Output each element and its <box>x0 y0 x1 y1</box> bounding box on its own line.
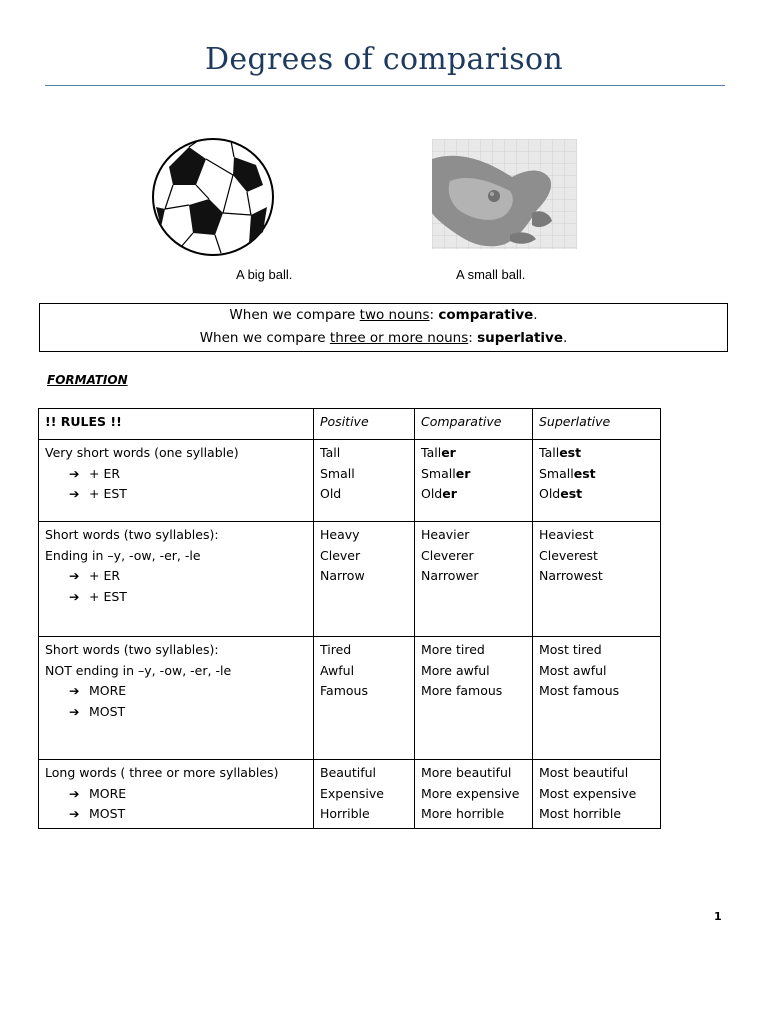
rule-cell <box>39 760 314 829</box>
comparative-cell <box>415 440 533 522</box>
word-stem: Small <box>539 465 574 481</box>
rule-period: . <box>533 307 538 323</box>
positive-word: Old <box>320 486 342 501</box>
rule-arrow-line <box>45 804 307 825</box>
rule-cell <box>39 440 314 522</box>
superlative-word <box>539 443 654 464</box>
rule-description: Long words ( three or more syllables) <box>45 765 279 780</box>
word-stem: Small <box>421 465 456 481</box>
rule-description: Ending in –y, -ow, -er, -le <box>45 547 201 563</box>
header-positive: Positive <box>314 409 415 440</box>
positive-word: Expensive <box>320 785 384 801</box>
word-stem: Old <box>421 486 443 501</box>
table-row <box>39 522 661 637</box>
superlative-word <box>539 484 654 505</box>
comparative-word: Cleverer <box>421 547 474 563</box>
word-suffix: est <box>560 486 583 501</box>
rule-arrow-line <box>45 566 307 587</box>
rule-suffix: MORE <box>89 683 127 698</box>
superlative-word: Most tired <box>539 642 602 657</box>
comparative-word: Narrower <box>421 568 479 583</box>
arrow-icon: ➔ <box>69 568 80 583</box>
comparative-word: More awful <box>421 662 490 678</box>
rule-line-comparative <box>40 307 727 323</box>
rule-line-superlative <box>40 330 727 346</box>
page-number: 1 <box>714 910 722 923</box>
comparative-cell <box>415 522 533 637</box>
rule-suffix: + EST <box>89 588 127 604</box>
rule-arrow-line <box>45 702 307 723</box>
arrow-icon: ➔ <box>69 806 80 821</box>
arrow-icon: ➔ <box>69 588 80 604</box>
rule-bold-term: comparative <box>438 307 534 323</box>
rule-suffix: + EST <box>89 486 127 501</box>
superlative-word: Most awful <box>539 662 607 678</box>
comparative-word <box>421 443 526 464</box>
superlative-word: Most beautiful <box>539 765 629 780</box>
superlative-word: Most horrible <box>539 806 622 821</box>
positive-cell <box>314 522 415 637</box>
rule-arrow-line <box>45 464 307 485</box>
title-underline <box>45 85 725 86</box>
rule-text: When we compare <box>229 307 360 323</box>
positive-word: Tired <box>320 642 352 657</box>
rule-summary-box <box>39 303 728 352</box>
positive-word: Small <box>320 465 355 481</box>
superlative-cell <box>533 440 661 522</box>
positive-word: Tall <box>320 445 341 460</box>
header-comparative: Comparative <box>415 409 533 440</box>
rule-suffix: MORE <box>89 785 127 801</box>
arrow-icon: ➔ <box>69 785 80 801</box>
rule-arrow-line <box>45 784 307 805</box>
arrow-icon: ➔ <box>69 465 80 481</box>
rule-underlined-text: three or more nouns <box>329 330 469 346</box>
word-suffix: er <box>441 445 456 460</box>
header-superlative: Superlative <box>533 409 661 440</box>
comparative-word: More beautiful <box>421 765 512 780</box>
positive-word: Awful <box>320 662 355 678</box>
table-header-row <box>39 409 661 440</box>
comparison-rules-table <box>38 408 661 829</box>
positive-word: Famous <box>320 683 368 698</box>
superlative-word: Narrowest <box>539 568 603 583</box>
superlative-word: Most famous <box>539 683 620 698</box>
rule-suffix: + ER <box>89 465 121 481</box>
positive-word: Horrible <box>320 806 370 821</box>
hand-with-small-ball-image <box>432 139 577 249</box>
header-rules: !! RULES !! <box>39 409 314 440</box>
superlative-word: Cleverest <box>539 547 598 563</box>
positive-word: Narrow <box>320 568 365 583</box>
table-row <box>39 637 661 760</box>
table-row <box>39 760 661 829</box>
rule-description: Short words (two syllables): <box>45 527 219 542</box>
formation-heading: FORMATION <box>47 373 128 387</box>
caption-small-ball: A small ball. <box>456 267 526 282</box>
rule-description: NOT ending in –y, -ow, -er, -le <box>45 662 232 678</box>
caption-big-ball: A big ball. <box>236 267 293 282</box>
comparative-cell <box>415 760 533 829</box>
comparative-word: More expensive <box>421 785 520 801</box>
rule-period: . <box>563 330 568 346</box>
rule-arrow-line <box>45 484 307 505</box>
rule-suffix: MOST <box>89 806 126 821</box>
positive-word: Heavy <box>320 527 360 542</box>
rule-cell <box>39 522 314 637</box>
superlative-word <box>539 464 654 485</box>
positive-cell <box>314 760 415 829</box>
word-stem: Old <box>539 486 561 501</box>
comparative-word: Heavier <box>421 527 470 542</box>
superlative-cell <box>533 637 661 760</box>
rule-description: Short words (two syllables): <box>45 642 219 657</box>
arrow-icon: ➔ <box>69 486 80 501</box>
rule-description: Very short words (one syllable) <box>45 445 239 460</box>
table-row <box>39 440 661 522</box>
page-title: Degrees of comparison <box>205 42 563 77</box>
comparative-word <box>421 464 526 485</box>
rule-suffix: + ER <box>89 568 121 583</box>
rule-arrow-line <box>45 587 307 608</box>
superlative-word: Most expensive <box>539 785 637 801</box>
word-suffix: est <box>573 465 596 481</box>
soccer-ball-image <box>151 137 275 257</box>
superlative-cell <box>533 522 661 637</box>
word-stem: Tall <box>539 445 560 460</box>
comparative-word: More horrible <box>421 806 505 821</box>
rule-text: When we compare <box>199 330 330 346</box>
arrow-icon: ➔ <box>69 703 80 719</box>
word-suffix: er <box>442 486 457 501</box>
positive-cell <box>314 440 415 522</box>
comparative-word: More famous <box>421 683 503 698</box>
comparative-word <box>421 484 526 505</box>
arrow-icon: ➔ <box>69 683 80 698</box>
rule-underlined-text: two nouns <box>359 307 430 323</box>
positive-word: Clever <box>320 547 361 563</box>
rule-bold-term: superlative <box>477 330 564 346</box>
positive-word: Beautiful <box>320 765 377 780</box>
rule-arrow-line <box>45 681 307 702</box>
positive-cell <box>314 637 415 760</box>
comparative-cell <box>415 637 533 760</box>
comparative-word: More tired <box>421 642 485 657</box>
superlative-cell <box>533 760 661 829</box>
word-stem: Tall <box>421 445 442 460</box>
rule-suffix: MOST <box>89 703 126 719</box>
superlative-word: Heaviest <box>539 527 594 542</box>
rule-cell <box>39 637 314 760</box>
rule-colon: : <box>468 330 478 346</box>
rule-colon: : <box>429 307 439 323</box>
word-suffix: er <box>455 465 471 481</box>
word-suffix: est <box>559 445 582 460</box>
